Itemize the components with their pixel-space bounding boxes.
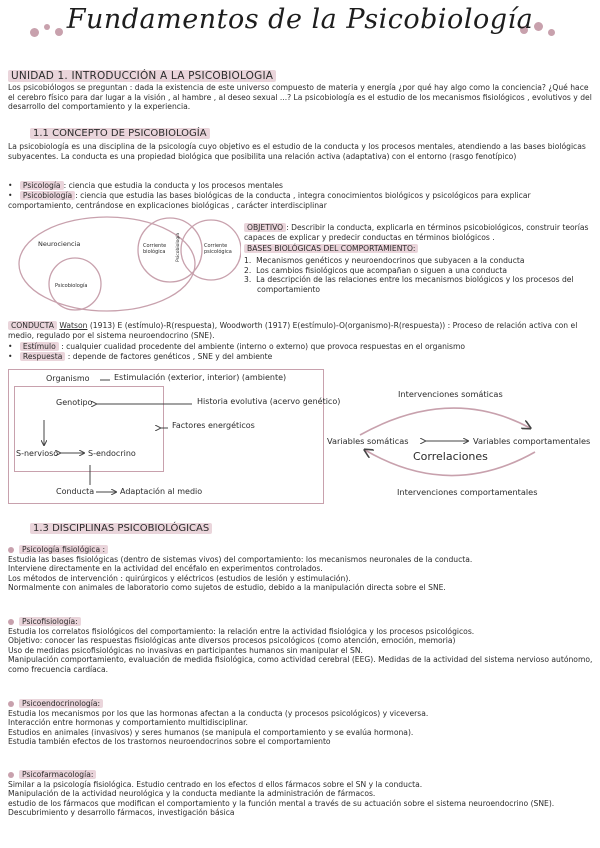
venn-corriente-biologica: Corriente biológica [143, 243, 167, 255]
diagram-organismo: Organismo [46, 374, 90, 383]
diagram-historia: Historia evolutiva (acervo genético) [197, 397, 341, 406]
conducta-text: CONDUCTA Watson (1913) E (estímulo)-R(respuesta), Woodworth (1917) E(estímulo)-O(organismo)-R(respuesta)) : Proceso de relación activa con el medio, regulado por el sistema neuroendocrino (SNE). [8, 321, 578, 340]
diagram-genotipo: Genotipo [56, 398, 93, 407]
venn-neurociencia: Neurociencia [38, 240, 81, 248]
estimulo-definition: • Estímulo : cualquier cualidad procedente del ambiente (interno o externo) que provoca respuestas en el organismo [8, 342, 594, 352]
venn-corriente-psicologica: Corriente psicológica [204, 243, 232, 255]
list-item: 2. Los cambios fisiológicos que acompañan o siguen a una conducta [244, 265, 507, 275]
venn-center: Psicobiología [176, 232, 181, 262]
diagram-conducta: Conducta [56, 487, 95, 496]
page-title: Fundamentos de la Psicobiología [66, 4, 534, 35]
list-item: 1. Mecanismos genéticos y neuroendocrinos que subyacen a la conducta [244, 256, 525, 265]
neurociencia-circle [19, 217, 195, 311]
disciplines-heading: 1.3 DISCIPLINAS PSICOBIOLÓGICAS [30, 523, 212, 534]
arc-somaticas [360, 408, 530, 435]
bullet-dot [8, 619, 14, 625]
list-item: 3. La descripción de las relaciones entre los mecanismos biológicos y los procesos del comportamiento [244, 275, 574, 294]
objective-text: OBJETIVO : Describir la conducta, explicarla en términos psicobiológicos, construir teorías capaces de explicar y predecir conductas en términos biológicos . [244, 223, 589, 242]
bullet-dot [8, 547, 14, 553]
venn-psicobiologia: Psicobiología [55, 283, 88, 289]
correlaciones-label: Correlaciones [413, 450, 488, 463]
psicologia-definition: • Psicología : ciencia que estudia la conducta y los procesos mentales [8, 181, 592, 191]
diagram-s-endocrino: S-endocrino [88, 449, 136, 458]
discipline-psicologia-fisiologica: Psicología fisiológica : Estudia las bases fisiológicas (dentro de sistemas vivos) del comportamiento: los mecanismos neuronales de la conducta. Interviene directamente en la actividad del encéfalo en experimentos controlados. Los métodos de intervención : quirúrgicos y eléctricos (estudios de lesión y estimulación). Normalmente con animales de laboratorio como sujetos de estudio, debido a la manipulación directa sobre el SNE. [8, 545, 473, 593]
diagram-factores: Factores energéticos [172, 421, 255, 430]
diagram-estimulacion: Estimulación (exterior, interior) (ambiente) [114, 373, 287, 382]
var-somaticas: Variables somáticas [327, 436, 409, 446]
bases-list [244, 256, 594, 294]
venn-diagram [15, 214, 241, 314]
discipline-psicofarmacologia: Psicofarmacología: Similar a la psicología fisiológica. Estudio centrado en los efectos d ellos fármacos sobre el SN y la conducta. Manipulación de la actividad neurológica y la conducta mediante la administración de fármacos. estudio de los fármacos que modifican el comportamiento y la función mental a través de su actuación sobre el sistema neuroendocrino (SNE). Descubrimiento y desarrollo fármacos, investigación básica [8, 770, 555, 818]
int-somaticas: Intervenciones somáticas [398, 389, 503, 399]
bullet-dot [8, 701, 14, 707]
discipline-psicofisiologia: Psicofisiología: Estudia los correlatos fisiológicos del comportamiento: la relación entre la actividad fisiológica y los procesos psicológicos. Objetivo: conocer las respuestas fisiológicas ante diversos procesos psicológicos (como atención, emoción, memoria) Uso de medidas psicofisiológicas no invasivas en participantes humanos sin manipular el SN. Manipulación comportamiento, evaluación de medida fisiológica, como actividad cerebral (EEG). Medidas de la actividad del sistema nervioso autónomo, como frecuencia cardíaca. [8, 617, 593, 674]
var-comportamentales: Variables comportamentales [473, 436, 591, 446]
discipline-psicoendocrinologia: Psicoendocrinología: Estudia los mecanismos por los que las hormonas afectan a la conducta (y procesos psicológicos) y viceversa. Interacción entre hormonas y comportamiento multidisciplinar. Estudios en animales (invasivos) y seres humanos (se manipula el comportamiento y se evalúa hormona). Estudia también efectos de los trastornos neuroendocrinos sobre el comportamiento [8, 699, 429, 747]
concept-text: La psicobiología es una disciplina de la psicología cuyo objetivo es el estudio de la conducta y los procesos mentales, atendiendo a las bases biológicas subyacentes. La conducta es una propiedad biológica que posibilita una relación activa (adaptativa) con el entorno (rasgo fenotípico) [8, 142, 586, 161]
diagram-adaptacion: Adaptación al medio [120, 487, 203, 496]
unit-intro: Los psicobiólogos se preguntan : dada la existencia de este universo compuesto de materia y energía ¿por qué hay algo como la conciencia? ¿Qué hace el cerebro físico para dar lugar a la visión , al hambre , al deseo sexual ...? La psicobiología es el estudio de los mecanismos fisiológicos , evolutivos y del desarrollo del comportamiento y la experiencia. [8, 83, 592, 112]
bullet-dot [8, 772, 14, 778]
int-comportamentales: Intervenciones comportamentales [397, 487, 538, 497]
concept-heading: 1.1 CONCEPTO DE PSICOBIOLOGÍA [30, 128, 210, 139]
respuesta-definition: • Respuesta : depende de factores genéticos , SNE y del ambiente [8, 352, 594, 362]
diagram-s-nervioso: S-nervioso [16, 449, 59, 458]
unit-heading: UNIDAD 1. INTRODUCCIÓN A LA PSICOBIOLOGIA [8, 70, 276, 82]
bases-heading: BASES BIOLÓGICAS DEL COMPORTAMIENTO: [244, 244, 418, 254]
psicobiologia-definition: • Psicobiología : ciencia que estudia las bases biológicas de la conducta , integra conocimientos biológicos y psicológicos para explicar comportamiento, centrándose en explicaciones biológicas , carácter interdisciplinar [8, 191, 578, 210]
